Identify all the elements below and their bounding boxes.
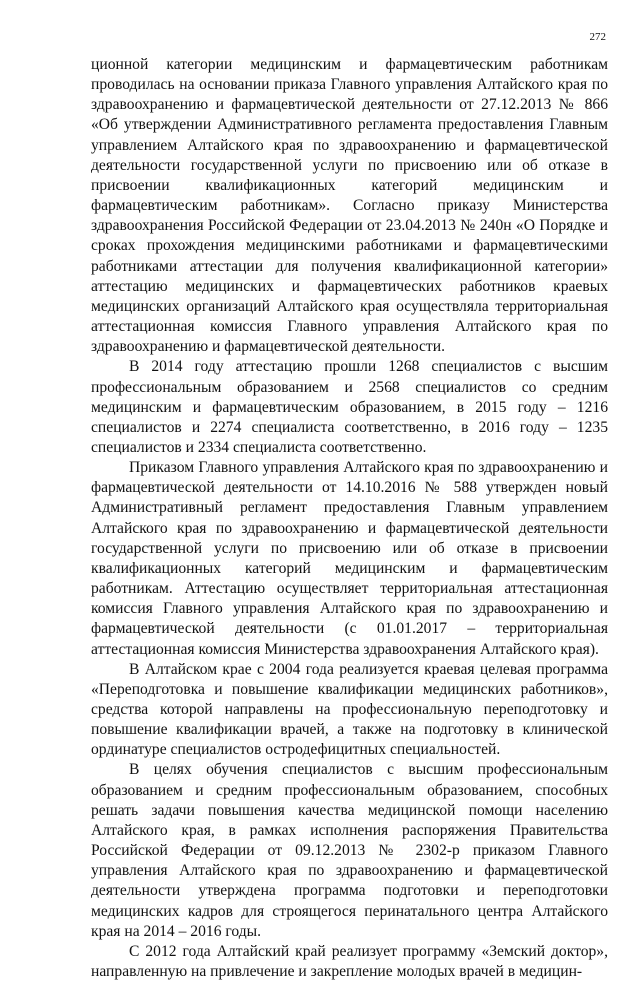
paragraph-zemsky-doctor: С 2012 года Алтайский край реализует программу «Земский доктор», направленную на привлечение и закрепление молодых врачей в медицин- bbox=[91, 942, 608, 981]
body-text bbox=[91, 55, 608, 982]
page-number: 272 bbox=[589, 31, 606, 43]
paragraph-retraining-program: В Алтайском крае с 2004 года реализуется краевая целевая программа «Переподготовка и повышение квалификации медицинских работников», средства которой направлены на профессиональную переподготовку и повышение квалификации врачей, а также на подготовку в клинической ординатуре специалистов остродефицитных специальностей. bbox=[91, 660, 608, 759]
paragraph-new-regulation: Приказом Главного управления Алтайского края по здравоохранению и фармацевтической деятельности от 14.10.2016 № 588 утвержден новый Административный регламент предоставления Главным управлением Алтайского края по здравоохранению и фармацевтической деятельности государственной услуги по присвоению или об отказе в присвоении квалификационных категорий медицинским и фармацевтическим работникам. Аттестацию осуществляет территориальная аттестационная комиссия Главного управления Алтайского края по здравоохранению и фармацевтической деятельности (с 01.01.2017 – территориальная аттестационная комиссия Министерства здравоохранения Алтайского края). bbox=[91, 459, 608, 658]
paragraph-perinatal-center-training: В целях обучения специалистов с высшим профессиональным образованием и средним профессиональным образованием, способных решать задачи повышения качества медицинской помощи населению Алтайского края, в рамках исполнения распоряжения Правительства Российской Федерации от 09.12.2013 № 2302-р приказом Главного управления Алтайского края по здравоохранению и фармацевтической деятельности утверждена программа подготовки и переподготовки медицинских кадров для строящегося перинатального центра Алтайского края на 2014 – 2016 годы. bbox=[91, 761, 608, 940]
paragraph-continuation: ционной категории медицинским и фармацевтическим работникам проводилась на основании приказа Главного управления Алтайского края по здравоохранению и фармацевтической деятельности от 27.12.2013 № 866 «Об утверждении Административного регламента предоставления Главным управлением Алтайского края по здравоохранению и фармацевтической деятельности государственной услуги по присвоению или об отказе в присвоении квалификационных категорий медицинским и фармацевтическим работникам». Согласно приказу Министерства здравоохранения Российской Федерации от 23.04.2013 № 240н «О Порядке и сроках прохождения медицинскими работниками и фармацевтическими работниками аттестации для получения квалификационной категории» аттестацию медицинских и фармацевтических работников краевых медицинских организаций Алтайского края осуществляла территориальная аттестационная комиссия Главного управления Алтайского края по здравоохранению и фармацевтической деятельности. bbox=[91, 56, 608, 356]
paragraph-attestation-statistics: В 2014 году аттестацию прошли 1268 специалистов с высшим профессиональным образованием и 2568 специалистов со средним медицинским и фармацевтическим образованием, в 2015 году – 1216 специалистов и 2274 специалиста соответственно, в 2016 году – 1235 специалистов и 2334 специалиста соответственно. bbox=[91, 358, 608, 456]
